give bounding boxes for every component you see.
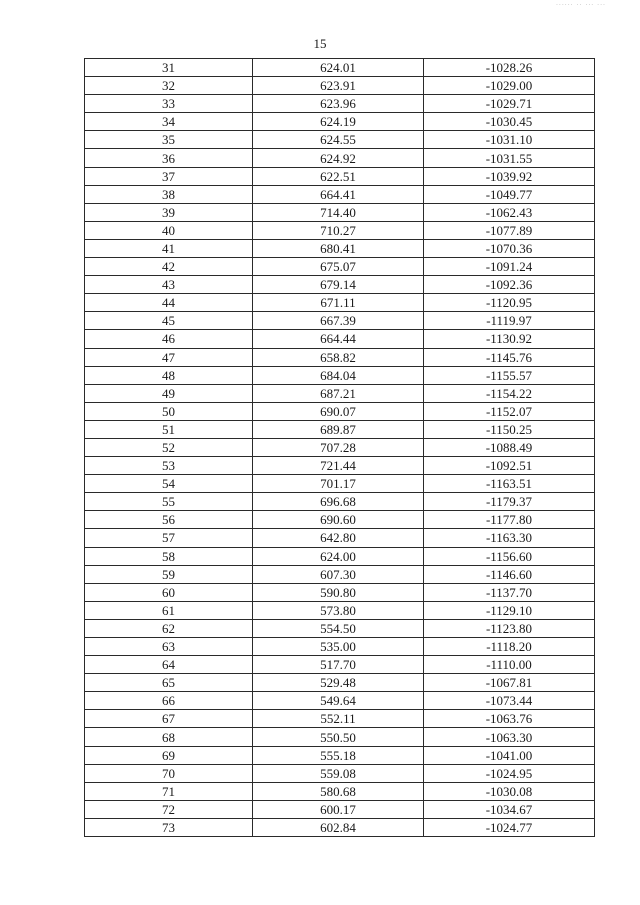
y-value-cell: -1088.49 (424, 438, 595, 456)
x-value-cell: 622.51 (253, 167, 424, 185)
y-value-cell: -1150.25 (424, 420, 595, 438)
index-cell: 40 (85, 221, 253, 239)
x-value-cell: 690.07 (253, 402, 424, 420)
index-cell: 60 (85, 583, 253, 601)
table-row (85, 167, 595, 185)
table-row (85, 674, 595, 692)
index-cell: 66 (85, 692, 253, 710)
table-row (85, 239, 595, 257)
y-value-cell: -1063.76 (424, 710, 595, 728)
index-cell: 50 (85, 402, 253, 420)
x-value-cell: 559.08 (253, 764, 424, 782)
table-row (85, 457, 595, 475)
table-row (85, 185, 595, 203)
table-row (85, 818, 595, 836)
table-row (85, 384, 595, 402)
y-value-cell: -1034.67 (424, 800, 595, 818)
index-cell: 53 (85, 457, 253, 475)
index-cell: 54 (85, 475, 253, 493)
index-cell: 55 (85, 493, 253, 511)
table-row (85, 113, 595, 131)
coordinate-table (84, 58, 595, 837)
x-value-cell: 624.00 (253, 547, 424, 565)
table-row (85, 131, 595, 149)
y-value-cell: -1030.08 (424, 782, 595, 800)
x-value-cell: 590.80 (253, 583, 424, 601)
x-value-cell: 664.44 (253, 330, 424, 348)
table-row (85, 221, 595, 239)
table-row (85, 438, 595, 456)
y-value-cell: -1077.89 (424, 221, 595, 239)
x-value-cell: 600.17 (253, 800, 424, 818)
y-value-cell: -1156.60 (424, 547, 595, 565)
x-value-cell: 607.30 (253, 565, 424, 583)
index-cell: 56 (85, 511, 253, 529)
y-value-cell: -1110.00 (424, 656, 595, 674)
index-cell: 32 (85, 77, 253, 95)
x-value-cell: 573.80 (253, 601, 424, 619)
table-row (85, 710, 595, 728)
x-value-cell: 667.39 (253, 312, 424, 330)
table-row (85, 782, 595, 800)
table-row (85, 493, 595, 511)
index-cell: 71 (85, 782, 253, 800)
y-value-cell: -1146.60 (424, 565, 595, 583)
y-value-cell: -1067.81 (424, 674, 595, 692)
table-row (85, 312, 595, 330)
table-row (85, 511, 595, 529)
x-value-cell: 549.64 (253, 692, 424, 710)
y-value-cell: -1062.43 (424, 203, 595, 221)
x-value-cell: 689.87 (253, 420, 424, 438)
y-value-cell: -1039.92 (424, 167, 595, 185)
y-value-cell: -1177.80 (424, 511, 595, 529)
index-cell: 64 (85, 656, 253, 674)
y-value-cell: -1145.76 (424, 348, 595, 366)
y-value-cell: -1118.20 (424, 638, 595, 656)
x-value-cell: 517.70 (253, 656, 424, 674)
y-value-cell: -1154.22 (424, 384, 595, 402)
table-row (85, 402, 595, 420)
x-value-cell: 624.19 (253, 113, 424, 131)
index-cell: 31 (85, 59, 253, 77)
table-row (85, 330, 595, 348)
x-value-cell: 679.14 (253, 276, 424, 294)
y-value-cell: -1029.71 (424, 95, 595, 113)
y-value-cell: -1041.00 (424, 746, 595, 764)
index-cell: 51 (85, 420, 253, 438)
x-value-cell: 602.84 (253, 818, 424, 836)
x-value-cell: 714.40 (253, 203, 424, 221)
x-value-cell: 554.50 (253, 619, 424, 637)
y-value-cell: -1063.30 (424, 728, 595, 746)
y-value-cell: -1031.10 (424, 131, 595, 149)
y-value-cell: -1031.55 (424, 149, 595, 167)
y-value-cell: -1092.51 (424, 457, 595, 475)
index-cell: 72 (85, 800, 253, 818)
index-cell: 58 (85, 547, 253, 565)
index-cell: 59 (85, 565, 253, 583)
table-row (85, 149, 595, 167)
x-value-cell: 696.68 (253, 493, 424, 511)
table-row (85, 764, 595, 782)
x-value-cell: 721.44 (253, 457, 424, 475)
x-value-cell: 624.92 (253, 149, 424, 167)
x-value-cell: 550.50 (253, 728, 424, 746)
x-value-cell: 624.01 (253, 59, 424, 77)
index-cell: 37 (85, 167, 253, 185)
table-row (85, 656, 595, 674)
y-value-cell: -1029.00 (424, 77, 595, 95)
table-row (85, 366, 595, 384)
index-cell: 49 (85, 384, 253, 402)
table-row (85, 746, 595, 764)
y-value-cell: -1155.57 (424, 366, 595, 384)
y-value-cell: -1137.70 (424, 583, 595, 601)
y-value-cell: -1179.37 (424, 493, 595, 511)
table-row (85, 475, 595, 493)
x-value-cell: 552.11 (253, 710, 424, 728)
x-value-cell: 624.55 (253, 131, 424, 149)
x-value-cell: 687.21 (253, 384, 424, 402)
y-value-cell: -1092.36 (424, 276, 595, 294)
table-row (85, 565, 595, 583)
table-row (85, 95, 595, 113)
index-cell: 46 (85, 330, 253, 348)
table-row (85, 348, 595, 366)
x-value-cell: 664.41 (253, 185, 424, 203)
index-cell: 48 (85, 366, 253, 384)
x-value-cell: 580.68 (253, 782, 424, 800)
y-value-cell: -1024.77 (424, 818, 595, 836)
y-value-cell: -1073.44 (424, 692, 595, 710)
y-value-cell: -1091.24 (424, 258, 595, 276)
x-value-cell: 529.48 (253, 674, 424, 692)
table-row (85, 692, 595, 710)
index-cell: 73 (85, 818, 253, 836)
index-cell: 57 (85, 529, 253, 547)
table-row (85, 59, 595, 77)
index-cell: 69 (85, 746, 253, 764)
x-value-cell: 671.11 (253, 294, 424, 312)
y-value-cell: -1049.77 (424, 185, 595, 203)
y-value-cell: -1028.26 (424, 59, 595, 77)
x-value-cell: 555.18 (253, 746, 424, 764)
y-value-cell: -1120.95 (424, 294, 595, 312)
x-value-cell: 623.96 (253, 95, 424, 113)
index-cell: 34 (85, 113, 253, 131)
y-value-cell: -1119.97 (424, 312, 595, 330)
x-value-cell: 623.91 (253, 77, 424, 95)
x-value-cell: 642.80 (253, 529, 424, 547)
x-value-cell: 710.27 (253, 221, 424, 239)
page-header-marks: ...... .. ... ... (555, 0, 606, 7)
x-value-cell: 535.00 (253, 638, 424, 656)
y-value-cell: -1123.80 (424, 619, 595, 637)
index-cell: 39 (85, 203, 253, 221)
index-cell: 63 (85, 638, 253, 656)
index-cell: 67 (85, 710, 253, 728)
x-value-cell: 684.04 (253, 366, 424, 384)
x-value-cell: 658.82 (253, 348, 424, 366)
table-row (85, 601, 595, 619)
y-value-cell: -1030.45 (424, 113, 595, 131)
table-row (85, 529, 595, 547)
table-row (85, 203, 595, 221)
index-cell: 68 (85, 728, 253, 746)
index-cell: 44 (85, 294, 253, 312)
index-cell: 33 (85, 95, 253, 113)
index-cell: 52 (85, 438, 253, 456)
table-body (85, 59, 595, 837)
x-value-cell: 707.28 (253, 438, 424, 456)
index-cell: 70 (85, 764, 253, 782)
index-cell: 41 (85, 239, 253, 257)
table-row (85, 294, 595, 312)
x-value-cell: 690.60 (253, 511, 424, 529)
index-cell: 65 (85, 674, 253, 692)
table-row (85, 77, 595, 95)
y-value-cell: -1163.30 (424, 529, 595, 547)
x-value-cell: 701.17 (253, 475, 424, 493)
index-cell: 35 (85, 131, 253, 149)
page-number: 15 (313, 36, 327, 51)
table-row (85, 547, 595, 565)
y-value-cell: -1024.95 (424, 764, 595, 782)
table-row (85, 728, 595, 746)
table-row (85, 619, 595, 637)
x-value-cell: 675.07 (253, 258, 424, 276)
index-cell: 47 (85, 348, 253, 366)
table-row (85, 583, 595, 601)
y-value-cell: -1070.36 (424, 239, 595, 257)
index-cell: 38 (85, 185, 253, 203)
y-value-cell: -1152.07 (424, 402, 595, 420)
x-value-cell: 680.41 (253, 239, 424, 257)
table-row (85, 800, 595, 818)
index-cell: 42 (85, 258, 253, 276)
table-row (85, 420, 595, 438)
table-row (85, 276, 595, 294)
index-cell: 36 (85, 149, 253, 167)
y-value-cell: -1130.92 (424, 330, 595, 348)
index-cell: 62 (85, 619, 253, 637)
index-cell: 45 (85, 312, 253, 330)
y-value-cell: -1129.10 (424, 601, 595, 619)
index-cell: 61 (85, 601, 253, 619)
y-value-cell: -1163.51 (424, 475, 595, 493)
index-cell: 43 (85, 276, 253, 294)
table-row (85, 638, 595, 656)
table-row (85, 258, 595, 276)
